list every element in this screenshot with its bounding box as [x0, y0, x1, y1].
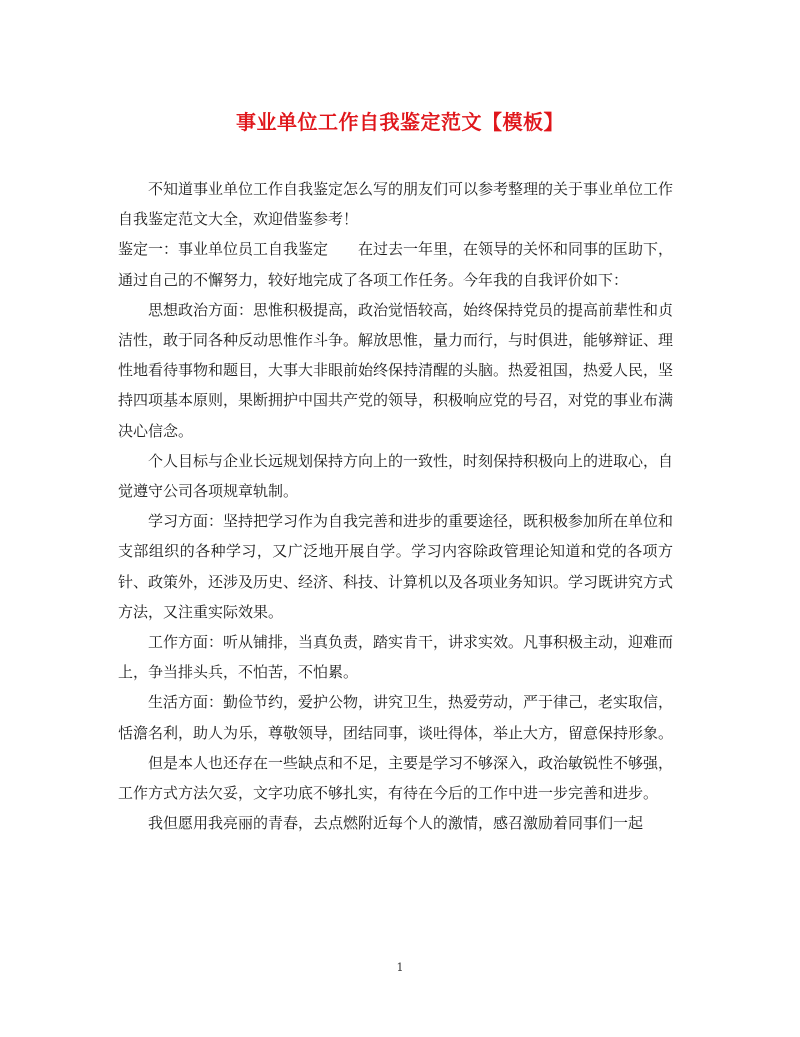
paragraph-intro: 不知道事业单位工作自我鉴定怎么写的朋友们可以参考整理的关于事业单位工作自我鉴定范文大全，欢迎借鉴参考！: [118, 180, 674, 229]
paragraph-political: 思想政治方面：思惟积极提高，政治觉悟较高，始终保持党员的提高前辈性和贞洁性，敢于同各种反动思惟作斗争。解放思惟，量力而行，与时俱进，能够辩证、理性地看待事物和题目，大事大非眼前始终保持清醒的头脑。热爱祖国，热爱人民，坚持四项基本原则，果断拥护中国共产党的领导，积极响应党的号召，对党的事业布满决心信念。: [118, 300, 674, 440]
document-body: [118, 174, 673, 838]
document-title: 事业单位工作自我鉴定范文【模板】: [236, 110, 564, 134]
paragraph-study: 学习方面：坚持把学习作为自我完善和进步的重要途径，既积极参加所在单位和支部组织的各种学习，又广泛地开展自学。学习内容除政管理论知道和党的各项方针、政策外，还涉及历史、经济、科技、计算机以及各项业务知识。学习既讲究方式方法，又注重实际效果。: [118, 512, 674, 621]
paragraph-appraisal-one: 鉴定一：事业单位员工自我鉴定 在过去一年里，在领导的关怀和同事的匡助下，通过自己的不懈努力，较好地完成了各项工作任务。今年我的自我评价如下：: [118, 240, 674, 289]
paragraph-work: 工作方面：听从铺排，当真负责，踏实肯干，讲求实效。凡事积极主动，迎难而上，争当排头兵，不怕苦，不怕累。: [118, 633, 674, 682]
paragraph-life: 生活方面：勤俭节约，爱护公物，讲究卫生，热爱劳动，严于律己，老实取信，恬澹名利，助人为乐，尊敬领导，团结同事，谈吐得体，举止大方，留意保持形象。: [118, 693, 674, 742]
paragraph-closing: 我但愿用我亮丽的青春，去点燃附近每个人的激情，感召激励着同事们一起: [148, 814, 644, 833]
page-number: 1: [396, 961, 404, 974]
paragraph-personal-goals: 个人目标与企业长远规划保持方向上的一致性，时刻保持积极向上的进取心，自觉遵守公司各项规章轨制。: [118, 451, 674, 501]
paragraph-shortcomings: 但是本人也还存在一些缺点和不足，主要是学习不够深入，政治敏锐性不够强，工作方式方法欠妥，文字功底不够扎实，有待在今后的工作中进一步完善和进步。: [118, 753, 674, 803]
